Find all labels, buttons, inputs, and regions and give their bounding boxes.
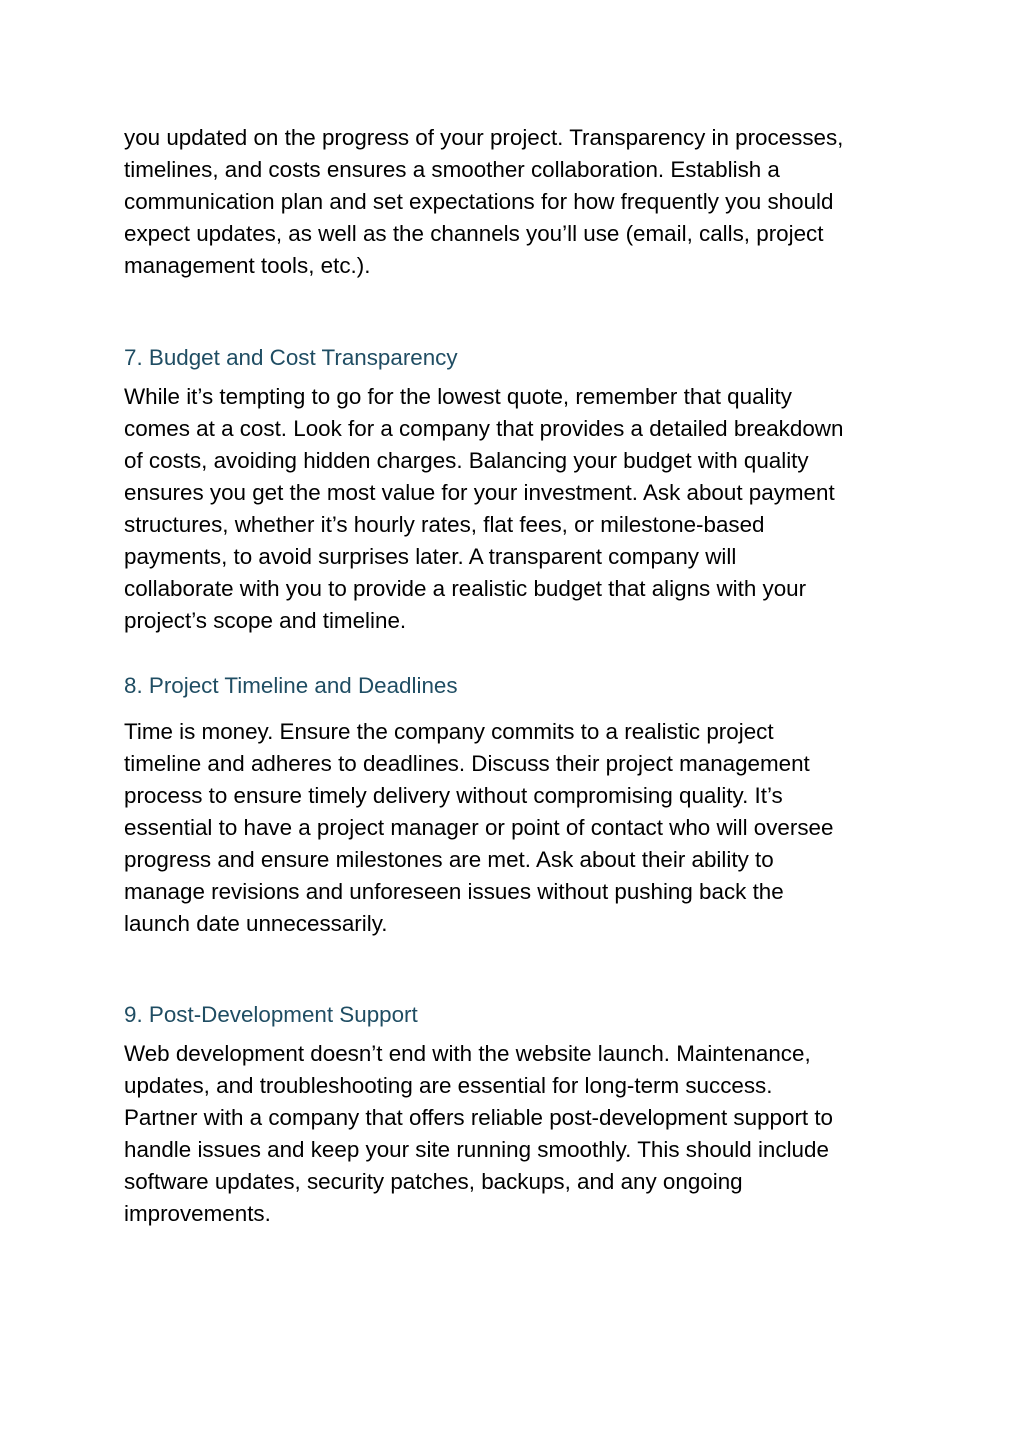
paragraph-line: collaborate with you to provide a realistic budget that aligns with your bbox=[124, 576, 807, 601]
paragraph-line: timeline and adheres to deadlines. Discuss their project management bbox=[124, 751, 810, 776]
paragraph-line: Time is money. Ensure the company commits to a realistic project bbox=[124, 719, 774, 744]
paragraph-line: payments, to avoid surprises later. A transparent company will bbox=[124, 544, 737, 569]
paragraph-line: structures, whether it’s hourly rates, flat fees, or milestone-based bbox=[124, 512, 765, 537]
paragraph-line: communication plan and set expectations for how frequently you should bbox=[124, 189, 834, 214]
paragraph-line: Partner with a company that offers reliable post-development support to bbox=[124, 1105, 834, 1130]
paragraph-line: process to ensure timely delivery without compromising quality. It’s bbox=[124, 783, 783, 808]
paragraph-line: manage revisions and unforeseen issues without pushing back the bbox=[124, 879, 784, 904]
section-support-body bbox=[124, 1038, 914, 1230]
paragraph-line: updates, and troubleshooting are essential for long-term success. bbox=[124, 1073, 773, 1098]
intro-paragraph bbox=[124, 122, 914, 282]
paragraph-line: timelines, and costs ensures a smoother collaboration. Establish a bbox=[124, 157, 780, 182]
paragraph-line: of costs, avoiding hidden charges. Balancing your budget with quality bbox=[124, 448, 809, 473]
section-paragraph bbox=[124, 1038, 914, 1230]
paragraph-line: software updates, security patches, backups, and any ongoing bbox=[124, 1169, 743, 1194]
section-budget bbox=[124, 342, 914, 374]
paragraph-line: improvements. bbox=[124, 1201, 271, 1226]
section-budget-body bbox=[124, 381, 914, 637]
section-heading: 7. Budget and Cost Transparency bbox=[124, 345, 458, 370]
section-support bbox=[124, 999, 914, 1031]
intro-block bbox=[124, 122, 914, 282]
paragraph-line: comes at a cost. Look for a company that provides a detailed breakdown bbox=[124, 416, 844, 441]
section-timeline-body bbox=[124, 716, 914, 940]
section-heading: 9. Post-Development Support bbox=[124, 1002, 418, 1027]
paragraph-line: essential to have a project manager or point of contact who will oversee bbox=[124, 815, 834, 840]
paragraph-line: handle issues and keep your site running smoothly. This should include bbox=[124, 1137, 829, 1162]
section-paragraph bbox=[124, 381, 914, 637]
section-paragraph bbox=[124, 716, 914, 940]
section-timeline bbox=[124, 670, 914, 702]
paragraph-line: ensures you get the most value for your investment. Ask about payment bbox=[124, 480, 835, 505]
paragraph-line: management tools, etc.). bbox=[124, 253, 371, 278]
paragraph-line: you updated on the progress of your project. Transparency in processes, bbox=[124, 125, 844, 150]
paragraph-line: project’s scope and timeline. bbox=[124, 608, 407, 633]
paragraph-line: progress and ensure milestones are met. Ask about their ability to bbox=[124, 847, 774, 872]
paragraph-line: expect updates, as well as the channels you’ll use (email, calls, project bbox=[124, 221, 824, 246]
section-heading: 8. Project Timeline and Deadlines bbox=[124, 673, 458, 698]
paragraph-line: Web development doesn’t end with the website launch. Maintenance, bbox=[124, 1041, 811, 1066]
paragraph-line: While it’s tempting to go for the lowest quote, remember that quality bbox=[124, 384, 792, 409]
paragraph-line: launch date unnecessarily. bbox=[124, 911, 388, 936]
